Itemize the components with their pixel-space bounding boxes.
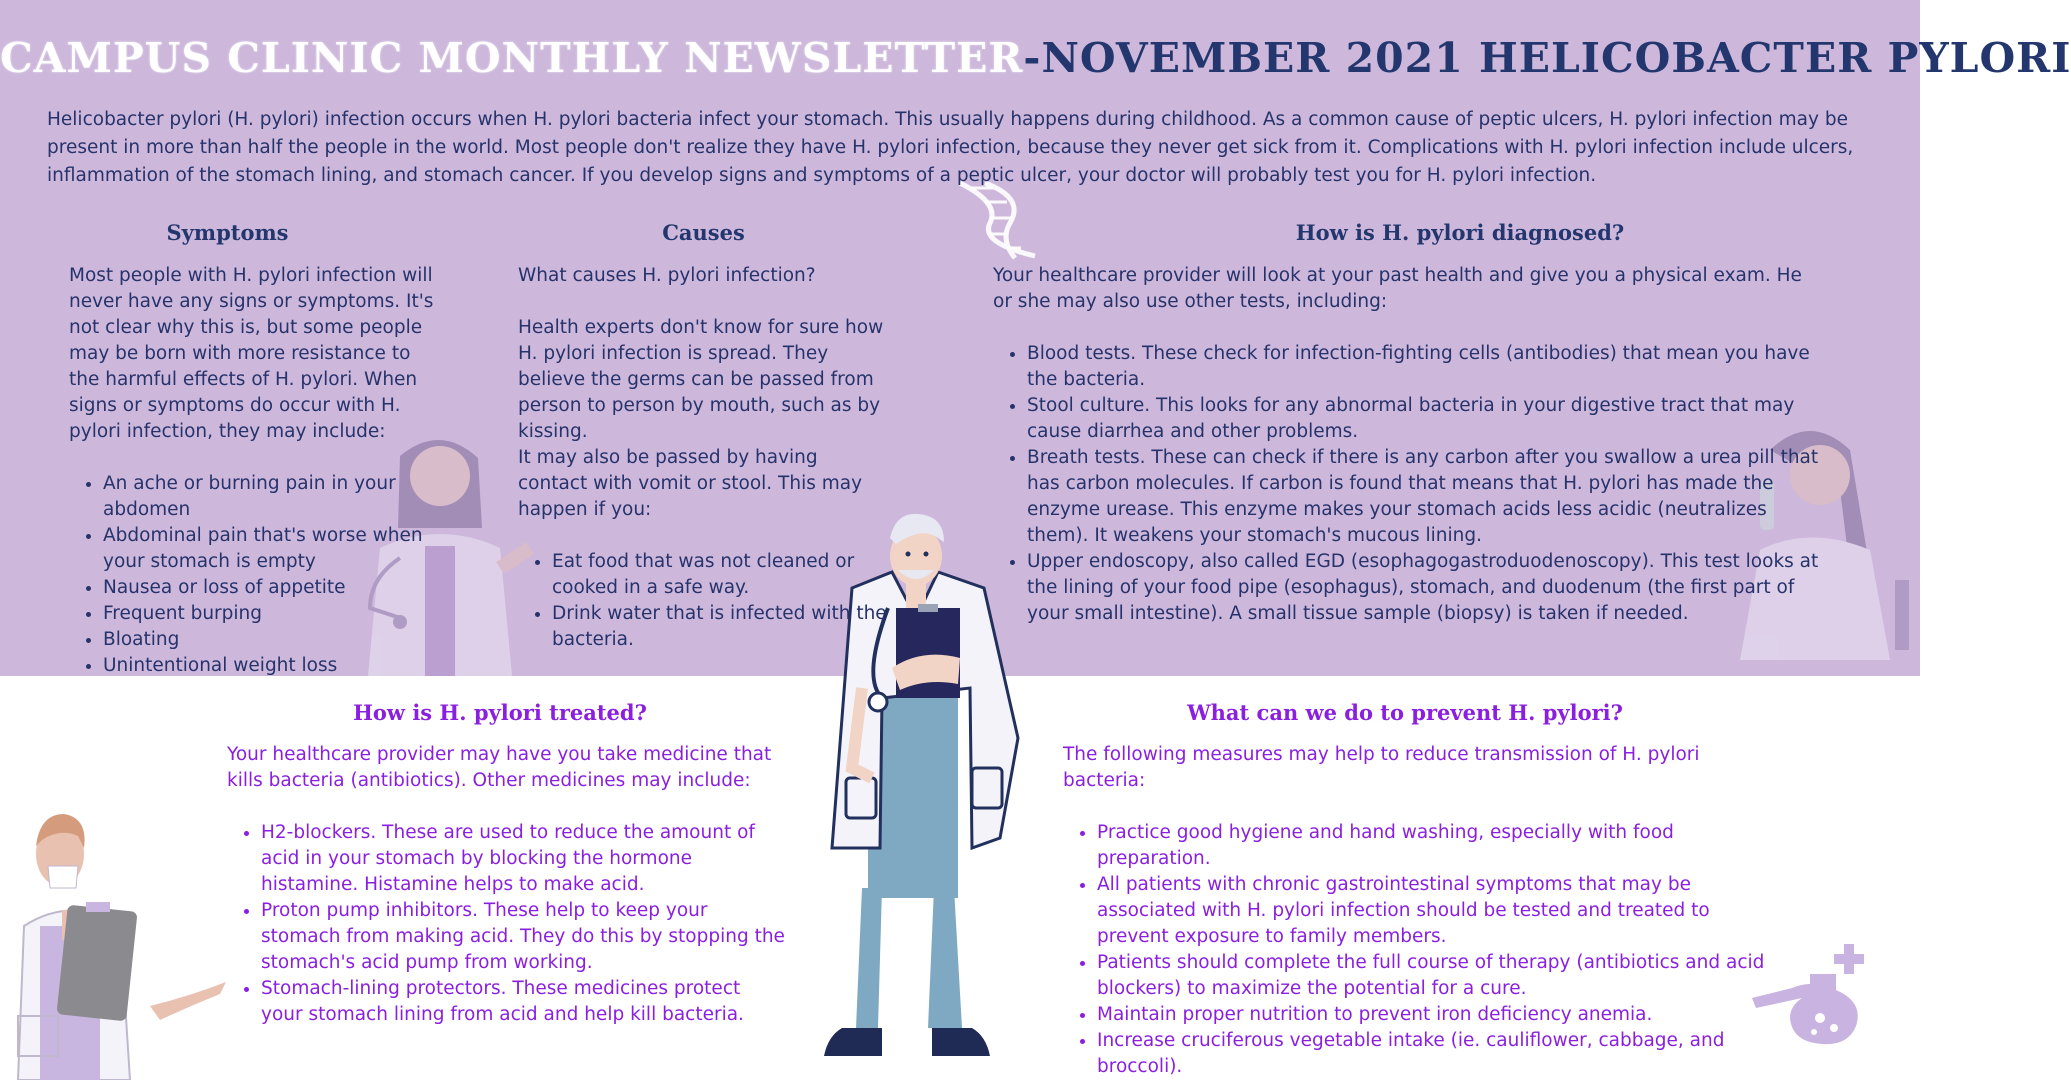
diagnosed-section xyxy=(993,263,1823,627)
title-part-topic: -NOVEMBER 2021 HELICOBACTER PYLORI xyxy=(1023,34,2071,82)
list-item: • Stomach-lining protectors. These medicines protect your stomach lining from acid and help kill bacteria. xyxy=(261,976,787,1028)
doctor-with-clipboard-illustration xyxy=(0,806,232,1080)
list-item: • Abdominal pain that's worse when your stomach is empty xyxy=(103,523,441,575)
list-item: • Proton pump inhibitors. These help to keep your stomach from making acid. They do this by stopping the stomach's acid pump from working. xyxy=(261,898,787,976)
symptoms-section xyxy=(69,263,441,679)
causes-question: What causes H. pylori infection? xyxy=(518,265,816,286)
symptoms-heading: Symptoms xyxy=(166,220,289,245)
treated-list xyxy=(227,820,787,1028)
list-item: • All patients with chronic gastrointestinal symptoms that may be associated with H. pylori infection should be tested and treated to prevent exposure to family members. xyxy=(1097,872,1783,950)
causes-list xyxy=(518,549,890,653)
list-item: • Blood tests. These check for infection-fighting cells (antibodies) that mean you have the bacteria. xyxy=(1027,341,1823,393)
symptoms-paragraph: Most people with H. pylori infection will never have any signs or symptoms. It's not clear why this is, but some people may be born with more resistance to the harmful effects of H. pylori. When signs or symptoms do occur with H. pylori infection, they may include: xyxy=(69,265,434,442)
prevent-paragraph: The following measures may help to reduce transmission of H. pylori bacteria: xyxy=(1063,744,1700,791)
list-item: • Eat food that was not cleaned or cooked in a safe way. xyxy=(552,549,890,601)
list-item: • Maintain proper nutrition to prevent iron deficiency anemia. xyxy=(1097,1002,1783,1028)
treated-heading: How is H. pylori treated? xyxy=(353,700,647,725)
title-part-clinic: CAMPUS CLINIC MONTHLY NEWSLETTER xyxy=(0,34,1024,82)
list-item: • Practice good hygiene and hand washing, especially with food preparation. xyxy=(1097,820,1783,872)
dna-icon xyxy=(955,178,1045,260)
intro-paragraph: Helicobacter pylori (H. pylori) infection occurs when H. pylori bacteria infect your stomach. This usually happens during childhood. As a common cause of peptic ulcers, H. pylori infection may be present in more than half the people in the world. Most people don't realize they have H. pylori infection, because they never get sick from it. Complications with H. pylori infection include ulcers, inflammation of the stomach lining, and stomach cancer. If you develop signs and symptoms of a peptic ulcer, your doctor will probably test you for H. pylori infection. xyxy=(47,109,1854,186)
prevent-heading: What can we do to prevent H. pylori? xyxy=(1187,700,1623,725)
list-item: • Stool culture. This looks for any abnormal bacteria in your digestive tract that may cause diarrhea and other problems. xyxy=(1027,393,1823,445)
list-item: • Bloating xyxy=(103,627,441,653)
treated-paragraph: Your healthcare provider may have you take medicine that kills bacteria (antibiotics). Other medicines may include: xyxy=(227,744,772,791)
list-item: • Unintentional weight loss xyxy=(103,653,441,679)
causes-paragraph-contact: It may also be passed by having contact with vomit or stool. This may happen if you: xyxy=(518,447,863,520)
list-item: • Nausea or loss of appetite xyxy=(103,575,441,601)
prevent-list xyxy=(1063,820,1783,1080)
causes-heading: Causes xyxy=(662,220,745,245)
prevent-section xyxy=(1063,742,1783,1080)
list-item: • An ache or burning pain in your abdomen xyxy=(103,471,441,523)
list-item: • Breath tests. These can check if there is any carbon after you swallow a urea pill that has carbon molecules. If carbon is found that means that H. pylori has made the enzyme urease. This enzyme makes your stomach acids less acidic (neutralizes them). It weakens your stomach's mucous lining. xyxy=(1027,445,1823,549)
diagnosed-list xyxy=(993,341,1823,627)
causes-section xyxy=(518,263,890,653)
treated-section xyxy=(227,742,787,1028)
list-item: • Increase cruciferous vegetable intake (ie. cauliflower, cabbage, and broccoli). xyxy=(1097,1028,1783,1080)
newsletter-title xyxy=(0,34,2071,82)
diagnosed-paragraph: Your healthcare provider will look at your past health and give you a physical exam. He or she may also use other tests, including: xyxy=(993,265,1802,312)
list-item: • Drink water that is infected with the bacteria. xyxy=(552,601,890,653)
list-item: • Patients should complete the full course of therapy (antibiotics and acid blockers) to maximize the potential for a cure. xyxy=(1097,950,1783,1002)
diagnosed-heading: How is H. pylori diagnosed? xyxy=(1295,220,1625,245)
symptoms-list xyxy=(69,471,441,679)
list-item: • Upper endoscopy, also called EGD (esophagogastroduodenoscopy). This test looks at the lining of your food pipe (esophagus), stomach, and duodenum (the first part of your small intestine). A small tissue sample (biopsy) is taken if needed. xyxy=(1027,549,1823,627)
list-item: • H2-blockers. These are used to reduce the amount of acid in your stomach by blocking the hormone histamine. Histamine helps to make acid. xyxy=(261,820,787,898)
causes-paragraph: Health experts don't know for sure how H. pylori infection is spread. They believe the germs can be passed from person to person by mouth, such as by kissing. xyxy=(518,317,884,442)
list-item: • Frequent burping xyxy=(103,601,441,627)
